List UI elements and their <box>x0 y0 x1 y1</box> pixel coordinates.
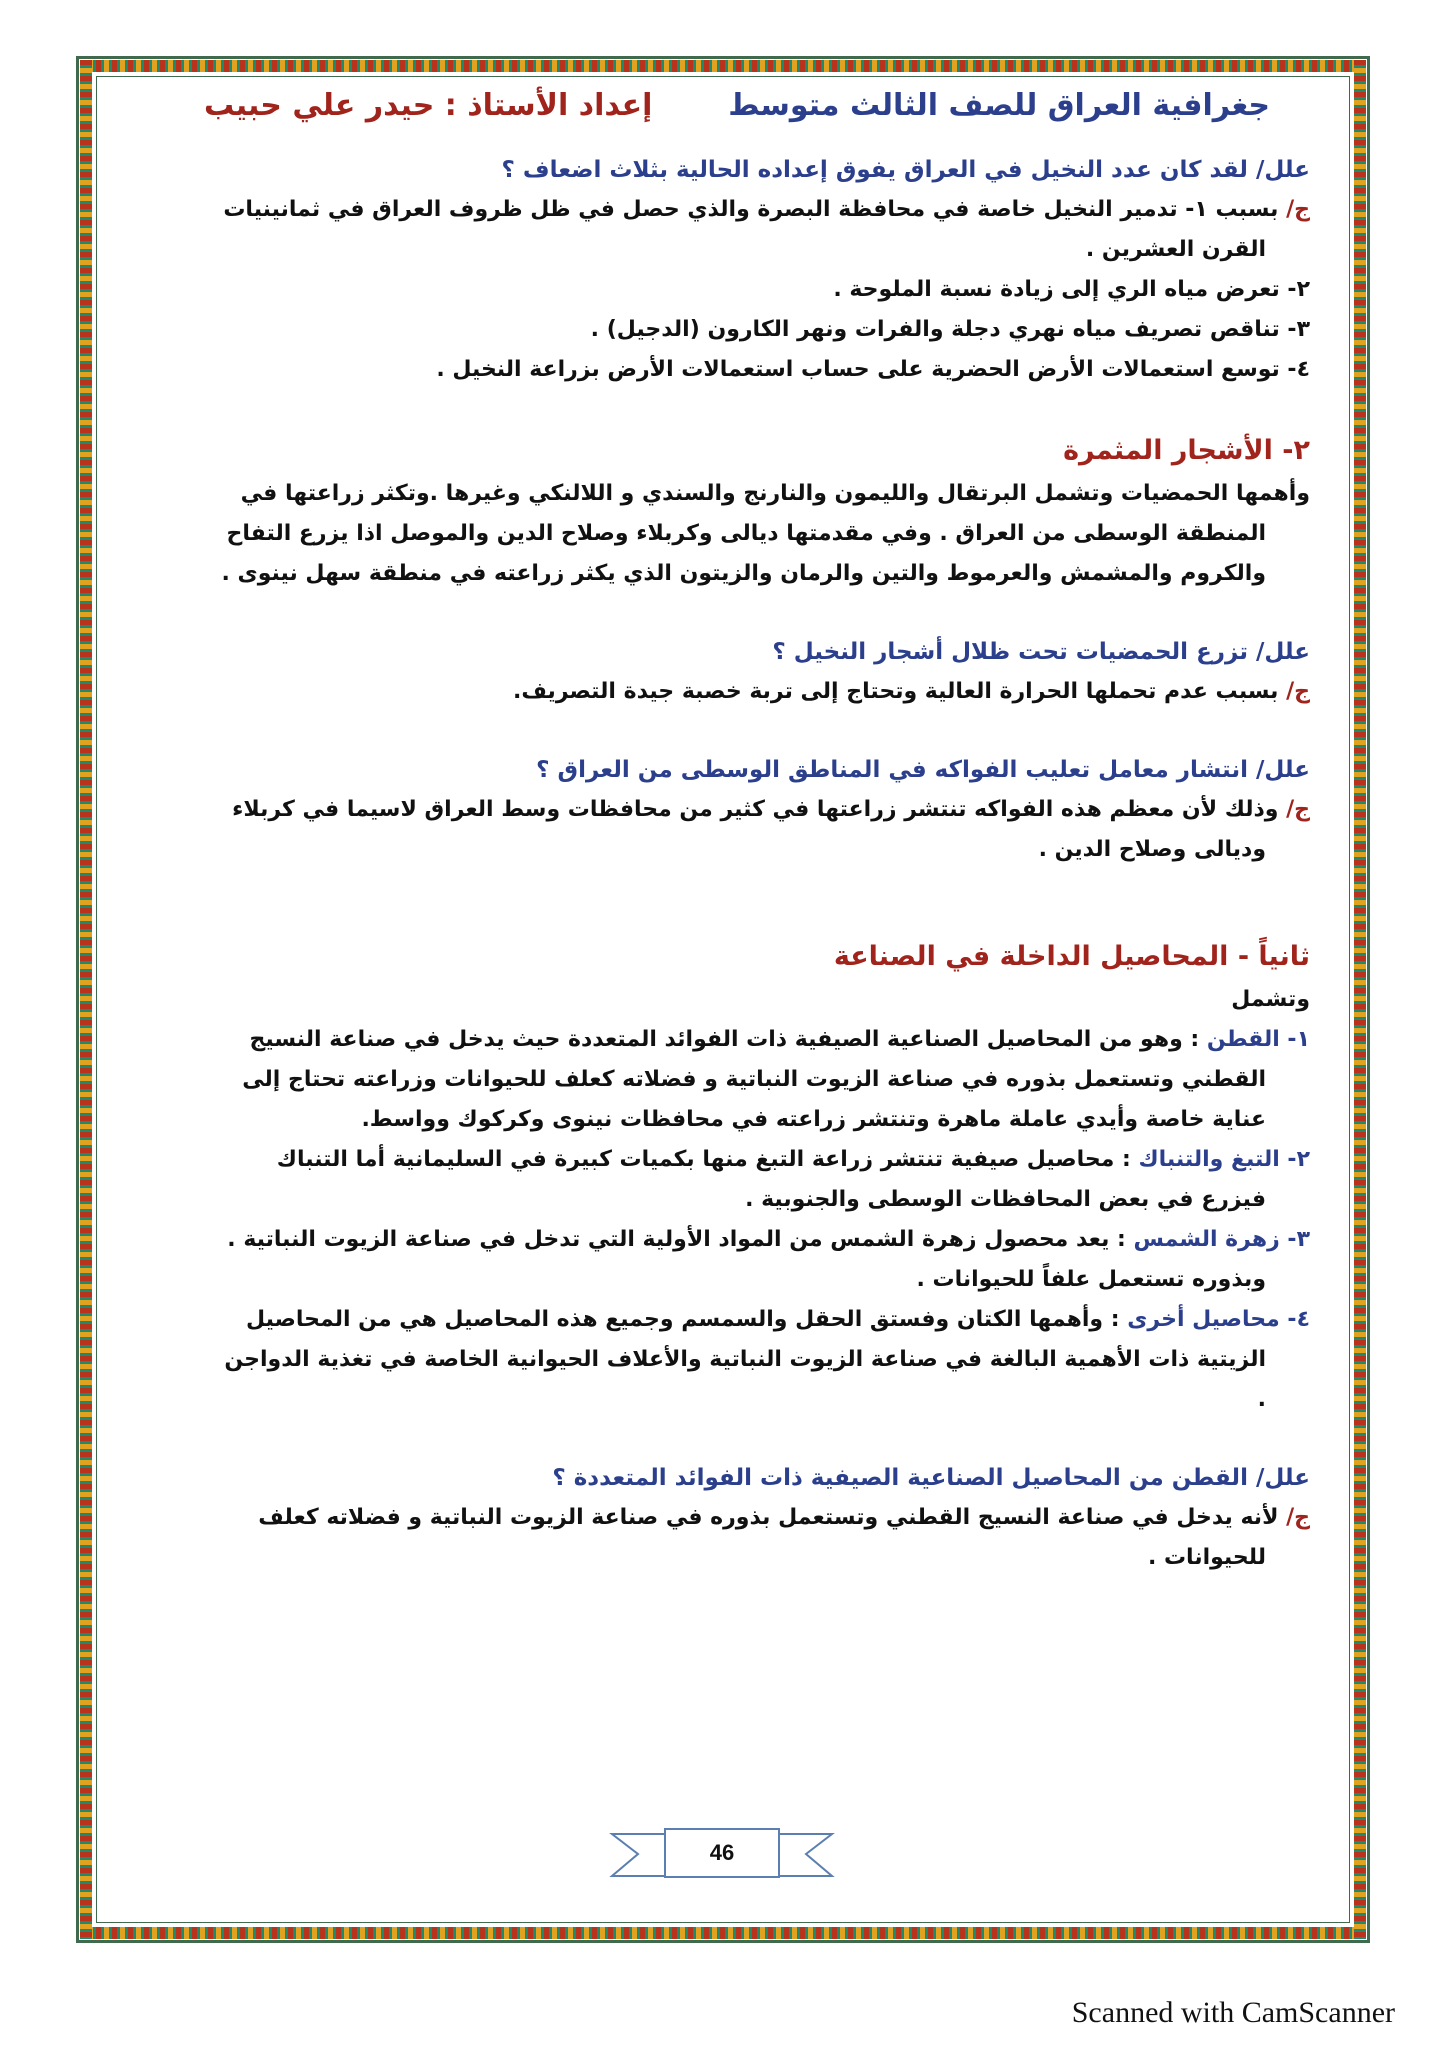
page-number: 46 <box>664 1828 780 1878</box>
crop-description: : وهو من المحاصيل الصناعية الصيفية ذات الفوائد المتعددة حيث يدخل في صناعة النسيج <box>249 1027 1207 1052</box>
crop-item-tobacco-line-2: فيزرع في بعض المحافظات الوسطى والجنوبية . <box>745 1187 1266 1212</box>
answer-text: لأنه يدخل في صناعة النسيج القطني وتستعمل بذوره في صناعة الزيوت النباتية و فضلاته كعلف <box>258 1505 1287 1530</box>
section-heading-industrial-crops: ثانياً - المحاصيل الداخلة في الصناعة <box>833 941 1310 972</box>
section-heading-fruit-trees: ٢- الأشجار المثمرة <box>1063 435 1310 466</box>
answer-text: بسبب ١- تدمير النخيل خاصة في محافظة البصرة والذي حصل في ظل ظروف العراق في ثمانينيات <box>223 197 1287 222</box>
crop-name: زهرة الشمس <box>1133 1227 1280 1252</box>
crop-description: : وأهمها الكتان وفستق الحقل والسمسم وجميع هذه المحاصيل هي من المحاصيل <box>245 1307 1128 1332</box>
question-text: تزرع الحمضيات تحت ظلال أشجار النخيل ؟ <box>772 639 1256 665</box>
answer-1-line-2: القرن العشرين . <box>1085 237 1266 262</box>
answer-label: ج/ <box>1286 1505 1310 1530</box>
question-2 <box>210 632 1310 672</box>
answer-1-line-4: ٣- تناقص تصريف مياه نهري دجلة والفرات ونهر الكارون (الدجيل) . <box>590 317 1310 342</box>
page-number-ribbon <box>602 1820 842 1890</box>
crop-item-cotton-line-3: عناية خاصة وأيدي عاملة ماهرة وتنتشر زراعته في محافظات نينوى وكركوك وواسط. <box>361 1107 1266 1132</box>
item-number: ١- <box>1279 1027 1310 1052</box>
answer-3 <box>210 790 1310 830</box>
fruit-line-2: المنطقة الوسطى من العراق . وفي مقدمتها ديالى وكربلاء وصلاح الدين والموصل اذا يزرع التفاح <box>226 521 1266 546</box>
answer-3-line-2: وديالى وصلاح الدين . <box>1038 837 1266 862</box>
answer-label: ج/ <box>1286 679 1310 704</box>
answer-4 <box>210 1498 1310 1538</box>
item-number: ٣- <box>1279 1227 1310 1252</box>
author-line: إعداد الأستاذ : حيدر علي حبيب <box>204 88 653 123</box>
spacer <box>210 870 1310 934</box>
crop-description: : يعد محصول زهرة الشمس من المواد الأولية التي تدخل في صناعة الزيوت النباتية . <box>227 1227 1134 1252</box>
crop-name: القطن <box>1206 1027 1280 1052</box>
question-text: انتشار معامل تعليب الفواكه في المناطق الوسطى من العراق ؟ <box>536 757 1256 783</box>
spacer <box>210 390 1310 428</box>
answer-label: ج/ <box>1286 797 1310 822</box>
crop-item-sunflower <box>210 1220 1310 1260</box>
fruit-line-1: وأهمها الحمضيات وتشمل البرتقال والليمون والنارنج والسندي و اللالنكي وغيرها .وتكثر زراعتها في <box>240 481 1310 506</box>
spacer <box>210 594 1310 632</box>
page-content <box>210 150 1310 1578</box>
question-1 <box>210 150 1310 190</box>
question-label: علل/ <box>1255 757 1310 783</box>
border-pattern-top <box>80 60 1366 72</box>
question-4 <box>210 1458 1310 1498</box>
crop-item-cotton <box>210 1020 1310 1060</box>
question-label: علل/ <box>1255 639 1310 665</box>
question-text: لقد كان عدد النخيل في العراق يفوق إعداده الحالية بثلاث اضعاف ؟ <box>501 157 1256 183</box>
answer-1 <box>210 190 1310 230</box>
answer-1-line-3: ٢- تعرض مياه الري إلى زيادة نسبة الملوحة . <box>833 277 1310 302</box>
crop-name: محاصيل أخرى <box>1127 1307 1280 1332</box>
crop-item-sunflower-line-2: وبذوره تستعمل علفاً للحيوانات . <box>916 1267 1266 1292</box>
item-number: ٢- <box>1279 1147 1310 1172</box>
industrial-intro: وتشمل <box>1231 987 1310 1012</box>
question-text: القطن من المحاصيل الصناعية الصيفية ذات الفوائد المتعددة ؟ <box>552 1465 1256 1491</box>
crop-name: التبغ والتنباك <box>1138 1147 1280 1172</box>
answer-text: وذلك لأن معظم هذه الفواكه تنتشر زراعتها في كثير من محافظات وسط العراق لاسيما في كربلاء <box>232 797 1287 822</box>
question-label: علل/ <box>1255 1465 1310 1491</box>
crop-description: : محاصيل صيفية تنتشر زراعة التبغ منها بكميات كبيرة في السليمانية أما التنباك <box>276 1147 1139 1172</box>
crop-item-tobacco <box>210 1140 1310 1180</box>
answer-2 <box>210 672 1310 712</box>
answer-1-line-5: ٤- توسع استعمالات الأرض الحضرية على حساب استعمالات الأرض بزراعة النخيل . <box>436 357 1310 382</box>
border-pattern-bottom <box>80 1927 1366 1939</box>
border-pattern-left <box>80 60 92 1939</box>
crop-item-other-line-2: الزيتية ذات الأهمية البالغة في صناعة الزيوت النباتية والأعلاف الحيوانية الخاصة في تغذية الدواجن <box>224 1347 1266 1372</box>
spacer <box>210 712 1310 750</box>
page-header <box>100 88 1346 134</box>
scanner-watermark: Scanned with CamScanner <box>1071 1996 1395 2029</box>
crop-item-other-line-3: . <box>1257 1387 1266 1412</box>
border-pattern-right <box>1354 60 1366 1939</box>
item-number: ٤- <box>1279 1307 1310 1332</box>
fruit-line-3: والكروم والمشمش والعرموط والتين والرمان والزيتون الذي يكثر زراعته في منطقة سهل نينوى . <box>221 561 1266 586</box>
answer-4-line-2: للحيوانات . <box>1147 1545 1266 1570</box>
answer-label: ج/ <box>1286 197 1310 222</box>
question-label: علل/ <box>1255 157 1310 183</box>
spacer <box>210 1420 1310 1458</box>
answer-text: بسبب عدم تحملها الحرارة العالية وتحتاج إلى تربة خصبة جيدة التصريف. <box>513 679 1287 704</box>
book-title: جغرافية العراق للصف الثالث متوسط <box>728 88 1270 123</box>
question-3 <box>210 750 1310 790</box>
crop-item-cotton-line-2: القطني وتستعمل بذوره في صناعة الزيوت النباتية و فضلاته كعلف للحيوانات وزراعته تحتاج إلى <box>242 1067 1266 1092</box>
crop-item-other <box>210 1300 1310 1340</box>
